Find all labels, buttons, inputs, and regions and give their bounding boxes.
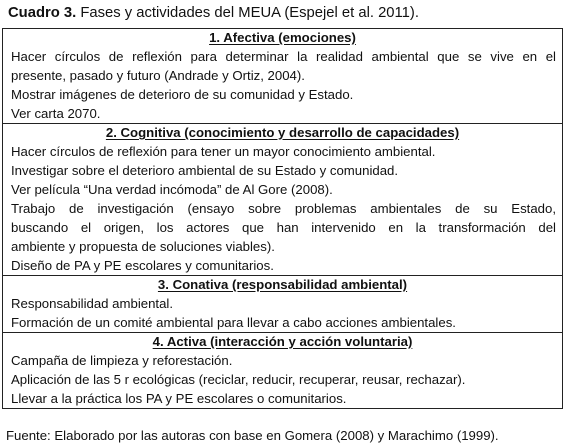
activity-line: Responsabilidad ambiental.: [11, 296, 174, 311]
phases-table: [2, 28, 563, 409]
section-body: [3, 294, 562, 332]
activity-line: presente, pasado y futuro (Andrade y Ortiz, 2004).: [11, 68, 305, 83]
activity-line: Mostrar imágenes de deterioro de su comunidad y Estado.: [11, 87, 354, 102]
activity-line: Aplicación de las 5 r ecológicas (reciclar, reducir, recuperar, reusar, rechazar).: [11, 372, 466, 387]
activity-line: Ver película “Una verdad incómoda” de Al Gore (2008).: [11, 182, 333, 197]
table-caption: [8, 4, 419, 23]
activity-line: Hacer círculos de reflexión para determinar la realidad ambiental que se vive en el: [11, 49, 556, 64]
activity-line: Llevar a la práctica los PA y PE escolares o comunitarios.: [11, 391, 347, 406]
activity-line: Campaña de limpieza y reforestación.: [11, 353, 233, 368]
section-heading: 3. Conativa (responsabilidad ambiental): [157, 277, 408, 292]
activity-line: Formación de un comité ambiental para llevar a cabo acciones ambientales.: [11, 315, 456, 330]
activity-line: Investigar sobre el deterioro ambiental de su Estado y comunidad.: [11, 163, 399, 178]
activity-line: Trabajo de investigación (ensayo sobre problemas ambientales de su Estado,: [11, 201, 556, 216]
section-body: [3, 351, 562, 408]
activity-line: buscando el origen, los actores que han intervenido en la transformación del: [11, 220, 556, 235]
caption-text: Fases y actividades del MEUA (Espejel et al. 2011).: [76, 5, 419, 21]
section-body: [3, 47, 562, 123]
section-activa: [3, 332, 562, 408]
section-cognitiva: [3, 123, 562, 275]
section-heading: 4. Activa (interacción y acción voluntaria): [152, 334, 413, 349]
activity-line: Hacer círculos de reflexión para tener un mayor conocimiento ambiental.: [11, 144, 436, 159]
activity-line: Ver carta 2070.: [11, 106, 101, 121]
section-afectiva: [3, 29, 562, 123]
activity-line: Diseño de PA y PE escolares y comunitarios.: [11, 258, 274, 273]
activity-line: ambiente y propuesta de soluciones viables).: [11, 239, 275, 254]
section-heading: 1. Afectiva (emociones): [209, 30, 356, 45]
source-note: Fuente: Elaborado por las autoras con base en Gomera (2008) y Marachimo (1999).: [6, 428, 499, 443]
section-heading: 2. Cognitiva (conocimiento y desarrollo de capacidades): [105, 125, 460, 140]
section-conativa: [3, 275, 562, 332]
caption-label: Cuadro 3.: [8, 5, 77, 21]
section-body: [3, 142, 562, 275]
